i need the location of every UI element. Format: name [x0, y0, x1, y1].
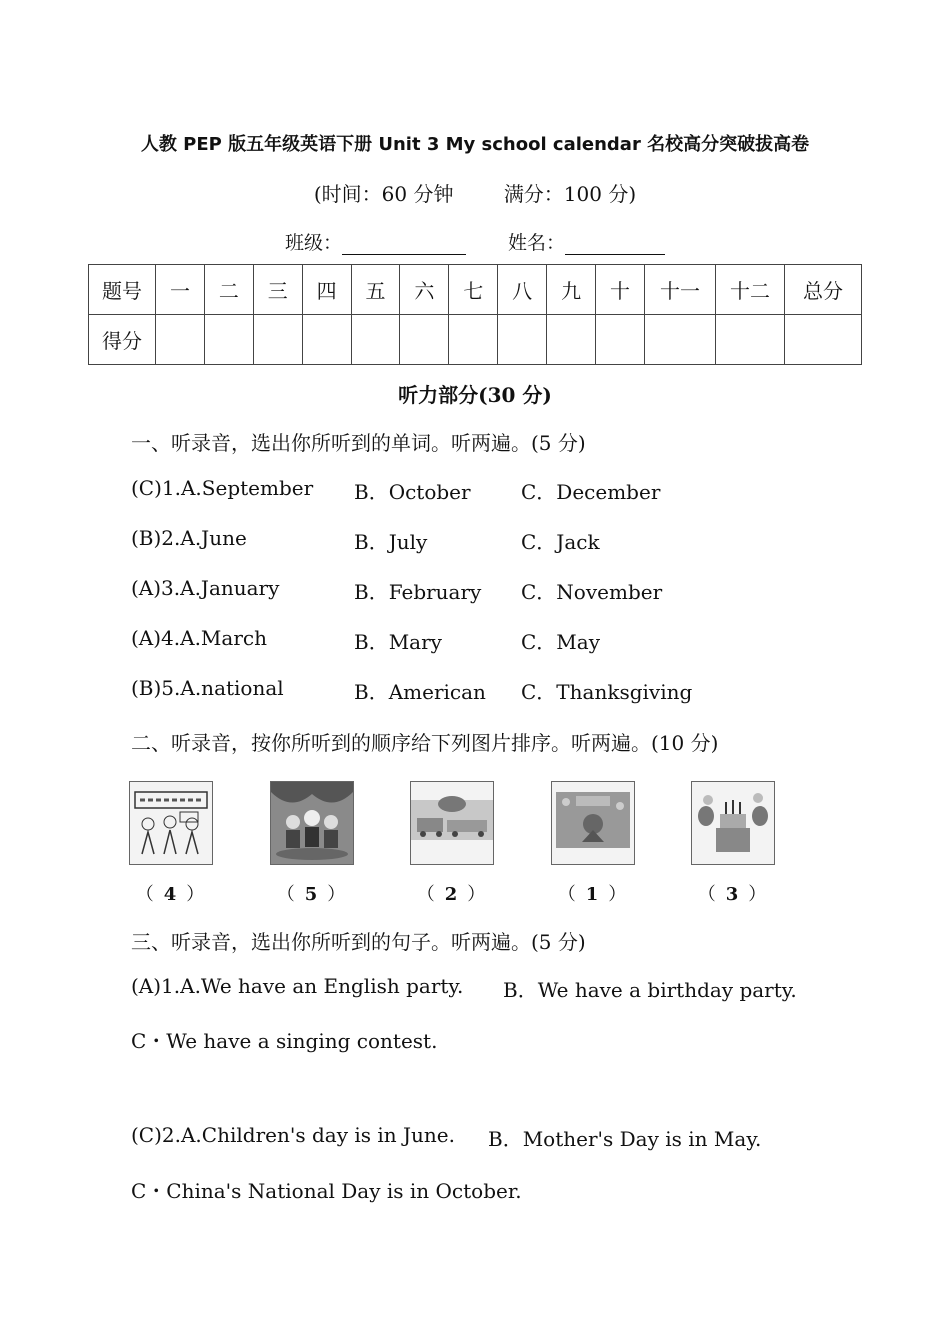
- paren-close: ）: [186, 884, 205, 905]
- score-cell[interactable]: [400, 315, 449, 365]
- table-cell: 八: [498, 265, 547, 315]
- question-text: (B)5.A.national: [131, 676, 284, 700]
- class-label: 班级：: [284, 232, 342, 254]
- paren-open: （: [416, 884, 435, 905]
- singing-contest-picture: [270, 781, 354, 865]
- table-cell: 一: [156, 265, 205, 315]
- paren-open: （: [557, 884, 576, 905]
- question-text: (C)1.A.September: [131, 476, 314, 500]
- paren-close: ）: [327, 884, 346, 905]
- table-cell: 十: [596, 265, 645, 315]
- question-text: (A)4.A.March: [131, 626, 267, 650]
- question-text: (A)3.A.January: [131, 576, 280, 600]
- option-b: B．July: [354, 530, 428, 554]
- time-limit: (时间：60 分钟: [313, 182, 454, 206]
- answer-slot: [270, 880, 352, 906]
- answer-value[interactable]: 1: [585, 884, 599, 905]
- option-b: B．American: [354, 680, 486, 704]
- score-cell[interactable]: [785, 315, 862, 365]
- table-cell: 六: [400, 265, 449, 315]
- score-table-header-row: [89, 265, 862, 315]
- score-cell[interactable]: [498, 315, 547, 365]
- score-cell[interactable]: [204, 315, 253, 365]
- class-blank[interactable]: [342, 234, 466, 255]
- listening-section-title: 听力部分(30 分): [398, 383, 552, 407]
- table-cell: 五: [351, 265, 400, 315]
- paren-close: ）: [467, 884, 486, 905]
- paren-open: （: [135, 884, 154, 905]
- table-cell: 四: [302, 265, 351, 315]
- option-c: C・China's National Day is in October.: [131, 1179, 522, 1203]
- question-text: (C)2.A.Children's day is in June.: [131, 1123, 455, 1147]
- score-cell[interactable]: [156, 315, 205, 365]
- paren-open: （: [276, 884, 295, 905]
- paren-open: （: [697, 884, 716, 905]
- part1-heading: 一、听录音，选出你所听到的单词。听两遍。(5 分): [131, 431, 586, 455]
- paren-close: ）: [748, 884, 767, 905]
- answer-value[interactable]: 4: [163, 884, 177, 905]
- option-b: B．Mary: [354, 630, 442, 654]
- english-party-picture: [129, 781, 213, 865]
- option-b: B．October: [354, 480, 471, 504]
- question-text: (B)2.A.June: [131, 526, 247, 550]
- answer-slot: [129, 880, 211, 906]
- question-text: (A)1.A.We have an English party.: [131, 974, 464, 998]
- table-cell: 十一: [645, 265, 716, 315]
- option-c: C．May: [521, 630, 601, 654]
- score-cell[interactable]: [645, 315, 716, 365]
- table-cell: 十二: [716, 265, 785, 315]
- part3-heading: 三、听录音，选出你所听到的句子。听两遍。(5 分): [131, 930, 586, 954]
- answer-value[interactable]: 5: [304, 884, 318, 905]
- table-cell: 得分: [89, 315, 156, 365]
- table-cell: 九: [547, 265, 596, 315]
- answer-slot: [551, 880, 633, 906]
- score-cell[interactable]: [253, 315, 302, 365]
- page-title: 人教 PEP 版五年级英语下册 Unit 3 My school calendar 名校高分突破拔高卷: [140, 134, 810, 155]
- national-day-picture: [551, 781, 635, 865]
- score-cell[interactable]: [302, 315, 351, 365]
- option-b: B．We have a birthday party.: [503, 978, 797, 1002]
- score-cell[interactable]: [596, 315, 645, 365]
- option-c: C．November: [521, 580, 663, 604]
- option-c: C．Thanksgiving: [521, 680, 693, 704]
- answer-slot: [410, 880, 492, 906]
- option-c: C・We have a singing contest.: [131, 1029, 438, 1053]
- answer-value[interactable]: 3: [725, 884, 739, 905]
- name-label: 姓名：: [508, 232, 566, 254]
- score-cell[interactable]: [449, 315, 498, 365]
- paren-close: ）: [608, 884, 627, 905]
- score-cell[interactable]: [351, 315, 400, 365]
- option-b: B．Mother's Day is in May.: [488, 1127, 762, 1151]
- table-cell: 三: [253, 265, 302, 315]
- answer-value[interactable]: 2: [444, 884, 458, 905]
- table-cell: 题号: [89, 265, 156, 315]
- birthday-party-picture: [691, 781, 775, 865]
- childrens-day-picture: [410, 781, 494, 865]
- score-cell[interactable]: [716, 315, 785, 365]
- option-c: C．Jack: [521, 530, 600, 554]
- score-cell[interactable]: [547, 315, 596, 365]
- option-c: C．December: [521, 480, 661, 504]
- answer-slot: [691, 880, 773, 906]
- exam-info: [0, 178, 950, 207]
- table-cell: 二: [204, 265, 253, 315]
- score-table: [88, 264, 862, 365]
- part2-heading: 二、听录音，按你所听到的顺序给下列图片排序。听两遍。(10 分): [131, 731, 719, 755]
- table-cell: 总分: [785, 265, 862, 315]
- name-blank[interactable]: [565, 234, 665, 255]
- student-info: [0, 228, 950, 255]
- option-b: B．February: [354, 580, 482, 604]
- full-score: 满分：100 分): [503, 182, 637, 206]
- score-table-score-row: [89, 315, 862, 365]
- table-cell: 七: [449, 265, 498, 315]
